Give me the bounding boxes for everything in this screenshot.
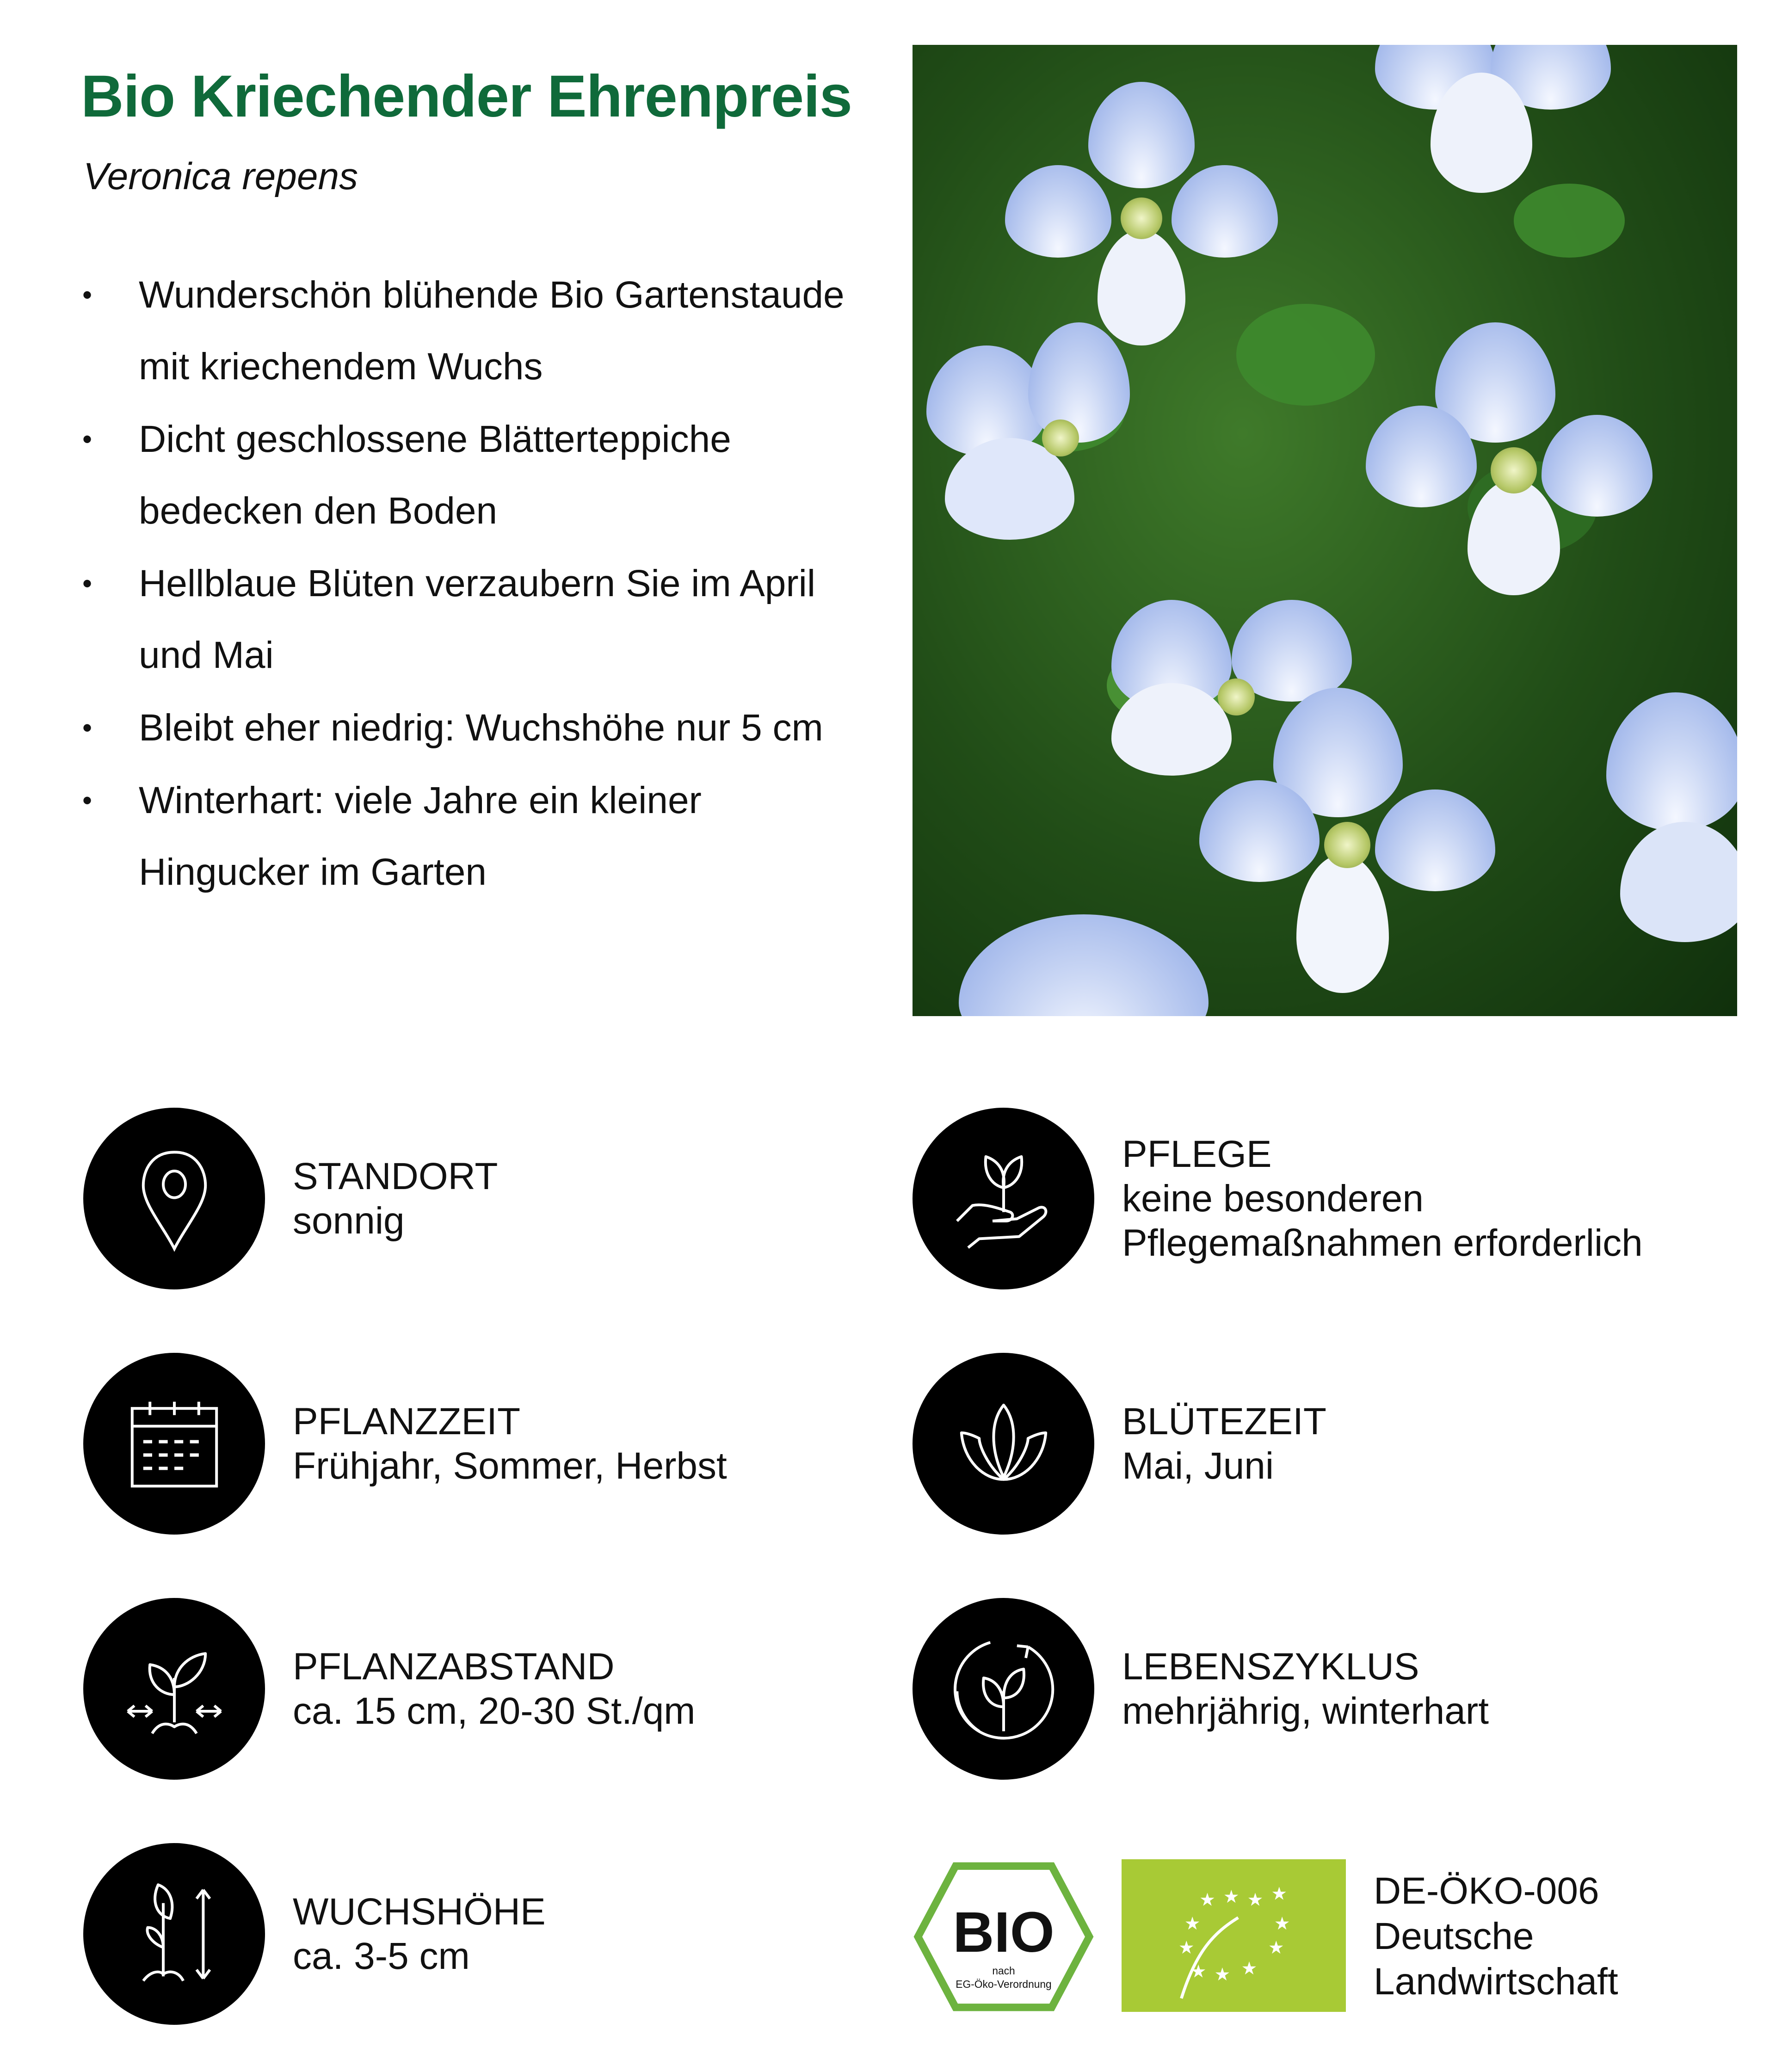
feature-standort	[83, 1108, 498, 1289]
feature-label: BLÜTEZEIT	[1122, 1400, 1326, 1443]
eu-organic-leaf-logo	[1122, 1859, 1346, 2012]
feature-value: Mai, Juni	[1122, 1444, 1274, 1487]
certification-code: DE-ÖKO-006	[1374, 1870, 1599, 1912]
svg-text:★: ★	[1214, 1964, 1231, 1985]
certification-origin-line2: Landwirtschaft	[1374, 1961, 1618, 2003]
bullet-item: • Dicht geschlossene Blätterteppiche bedecken den Boden	[74, 403, 870, 547]
feature-label: PFLANZZEIT	[293, 1400, 521, 1443]
bio-seal-main-text: BIO	[953, 1900, 1054, 1964]
svg-text:★: ★	[1241, 1958, 1258, 1980]
feature-lebenszyklus	[913, 1598, 1489, 1780]
plant-spacing-icon	[83, 1598, 265, 1780]
bullet-item: • Wunderschön blühende Bio Gartenstaude mit kriechendem Wuchs	[74, 259, 870, 402]
feature-value: ca. 15 cm, 20-30 St./qm	[293, 1690, 696, 1732]
feature-value: sonnig	[293, 1199, 405, 1242]
feature-pflanzzeit	[83, 1353, 727, 1535]
feature-label: PFLANZABSTAND	[293, 1645, 615, 1688]
bullet-dot-icon: •	[82, 785, 92, 816]
location-pin-icon	[83, 1108, 265, 1289]
bullet-item: • Hellblaue Blüten verzaubern Sie im April und Mai	[74, 548, 870, 691]
feature-bluetezeit	[913, 1353, 1326, 1535]
bio-seal-sub1: nach	[992, 1964, 1015, 1977]
svg-text:★: ★	[1271, 1883, 1288, 1905]
svg-text:★: ★	[1268, 1937, 1284, 1958]
certification-text	[1374, 1868, 1618, 2004]
svg-text:★: ★	[1178, 1937, 1195, 1958]
plant-height-icon	[83, 1843, 265, 2025]
svg-text:★: ★	[1184, 1913, 1201, 1935]
product-photo	[913, 45, 1737, 1016]
feature-pflege	[913, 1108, 1643, 1289]
svg-text:★: ★	[1274, 1913, 1290, 1935]
svg-text:★: ★	[1223, 1886, 1240, 1907]
feature-value: mehrjährig, winterhart	[1122, 1690, 1489, 1732]
latin-name: Veronica repens	[83, 155, 358, 197]
feature-label: STANDORT	[293, 1155, 498, 1197]
feature-label: PFLEGE	[1122, 1133, 1272, 1175]
feature-value: ca. 3-5 cm	[293, 1935, 470, 1977]
bullet-dot-icon: •	[82, 279, 92, 310]
feature-value-line2: Pflegemaßnahmen erforderlich	[1122, 1221, 1643, 1264]
calendar-icon	[83, 1353, 265, 1535]
flower-bud-icon	[913, 1353, 1094, 1535]
bullet-dot-icon: •	[82, 712, 92, 743]
feature-value: Frühjahr, Sommer, Herbst	[293, 1444, 727, 1487]
bullet-item: • Bleibt eher niedrig: Wuchshöhe nur 5 cm	[74, 692, 870, 764]
lifecycle-icon	[913, 1598, 1094, 1780]
bullet-dot-icon: •	[82, 568, 92, 599]
hand-seedling-icon	[913, 1108, 1094, 1289]
svg-text:★: ★	[1190, 1961, 1207, 1982]
svg-text:★: ★	[1247, 1889, 1264, 1911]
feature-wuchshoehe	[83, 1843, 546, 2025]
feature-pflanzabstand	[83, 1598, 696, 1780]
bio-seal-sub2: EG-Öko-Verordnung	[956, 1978, 1052, 1990]
feature-label: LEBENSZYKLUS	[1122, 1645, 1419, 1688]
eu-leaf-stars-icon	[1122, 1859, 1346, 2012]
bio-seal-logo	[913, 1862, 1094, 2012]
feature-label: WUCHSHÖHE	[293, 1890, 546, 1933]
feature-bullet-list	[74, 259, 870, 909]
svg-text:★: ★	[1199, 1889, 1215, 1911]
feature-value: keine besonderen	[1122, 1177, 1424, 1220]
product-title: Bio Kriechender Ehrenpreis	[81, 63, 852, 130]
certification-origin-line1: Deutsche	[1374, 1915, 1534, 1957]
bullet-dot-icon: •	[82, 424, 92, 455]
bullet-item: • Winterhart: viele Jahre ein kleiner Hingucker im Garten	[74, 765, 870, 908]
